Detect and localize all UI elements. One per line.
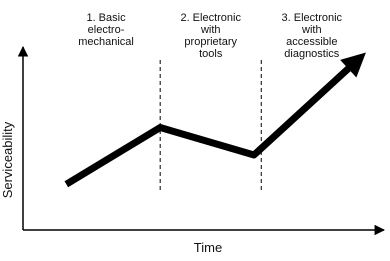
x-axis-label: Time [193, 240, 223, 255]
y-axis-label: Serviceability [0, 121, 15, 199]
phase-label: 3. Electronic with accessible diagnostics [281, 12, 343, 60]
series-line [66, 67, 349, 184]
phase-label: 2. Electronic with proprietary tools [180, 12, 241, 60]
phase-label: 1. Basic electro-mechanical [78, 12, 134, 48]
